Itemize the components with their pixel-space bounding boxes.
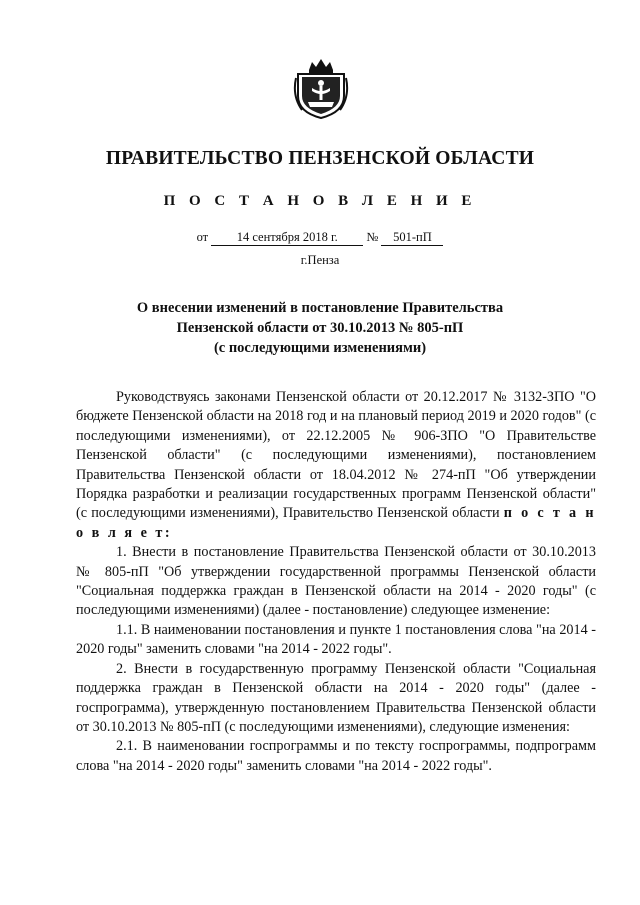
decree-word: п о с т а н о в л я е т:: [76, 505, 596, 541]
item-2-1: 2.1. В наименовании госпрограммы и по тексту госпрограммы, подпрограмм слова "на 2014 - 2020 годы" заменить словами "на 2014 - 2022 годы".: [76, 738, 596, 774]
date-number-line: [0, 230, 640, 246]
subject-line: Пензенской области от 30.10.2013 № 805-пП: [176, 320, 464, 336]
document-type: П О С Т А Н О В Л Е Н И Е: [163, 193, 477, 209]
subject-line: (с последующими изменениями): [213, 340, 427, 356]
document-body: [76, 388, 596, 776]
preamble-paragraph: [76, 388, 596, 543]
coat-of-arms-icon: [292, 56, 350, 120]
item-2: 2. Внести в государственную программу Пензенской области "Социальная поддержка граждан в Пензенской области на 2014 - 2020 годы" (далее - госпрограмма), утвержденную постановлением Правительства Пензенской области от 30.10.2013 № 805-пП (с последующими изменениями), следующие изменения:: [76, 660, 596, 735]
document-date: 14 сентября 2018 г.: [211, 230, 363, 246]
preamble-text: Руководствуясь законами Пензенской области от 20.12.2017 № 3132-ЗПО "О бюджете Пензенской области на 2018 год и на плановый период 2019 и 2020 годов" (с последующими изменениями), от 22.12.2005 № 906-ЗПО "О Правительстве Пензенской области" (с последующими изменениями), постановлением Правительства Пензенской области от 18.04.2012 № 274-пП "Об утверждении Порядка разработки и реализации государственных программ Пензенской области" (с последующими изменениями), Правительство Пензенской области: [76, 389, 596, 522]
item-1: 1. Внести в постановление Правительства Пензенской области от 30.10.2013 № 805-пП "Об утверждении государственной программы Пензенской области "Социальная поддержка граждан в Пензенской области на 2014 - 2020 годы" (с последующими изменениями) (далее - постановление) следующее изменение:: [76, 544, 596, 619]
number-prefix: №: [366, 230, 379, 244]
document-subject: [0, 298, 640, 358]
organization-title: ПРАВИТЕЛЬСТВО ПЕНЗЕНСКОЙ ОБЛАСТИ: [105, 148, 535, 169]
city: г.Пенза: [300, 253, 340, 267]
subject-line: О внесении изменений в постановление Правительства: [136, 300, 504, 316]
document-number: 501-пП: [381, 230, 443, 246]
item-1-1: 1.1. В наименовании постановления и пункте 1 постановления слова "на 2014 - 2020 годы" заменить словами "на 2014 - 2022 годы".: [76, 621, 596, 658]
date-prefix: от: [196, 230, 209, 244]
